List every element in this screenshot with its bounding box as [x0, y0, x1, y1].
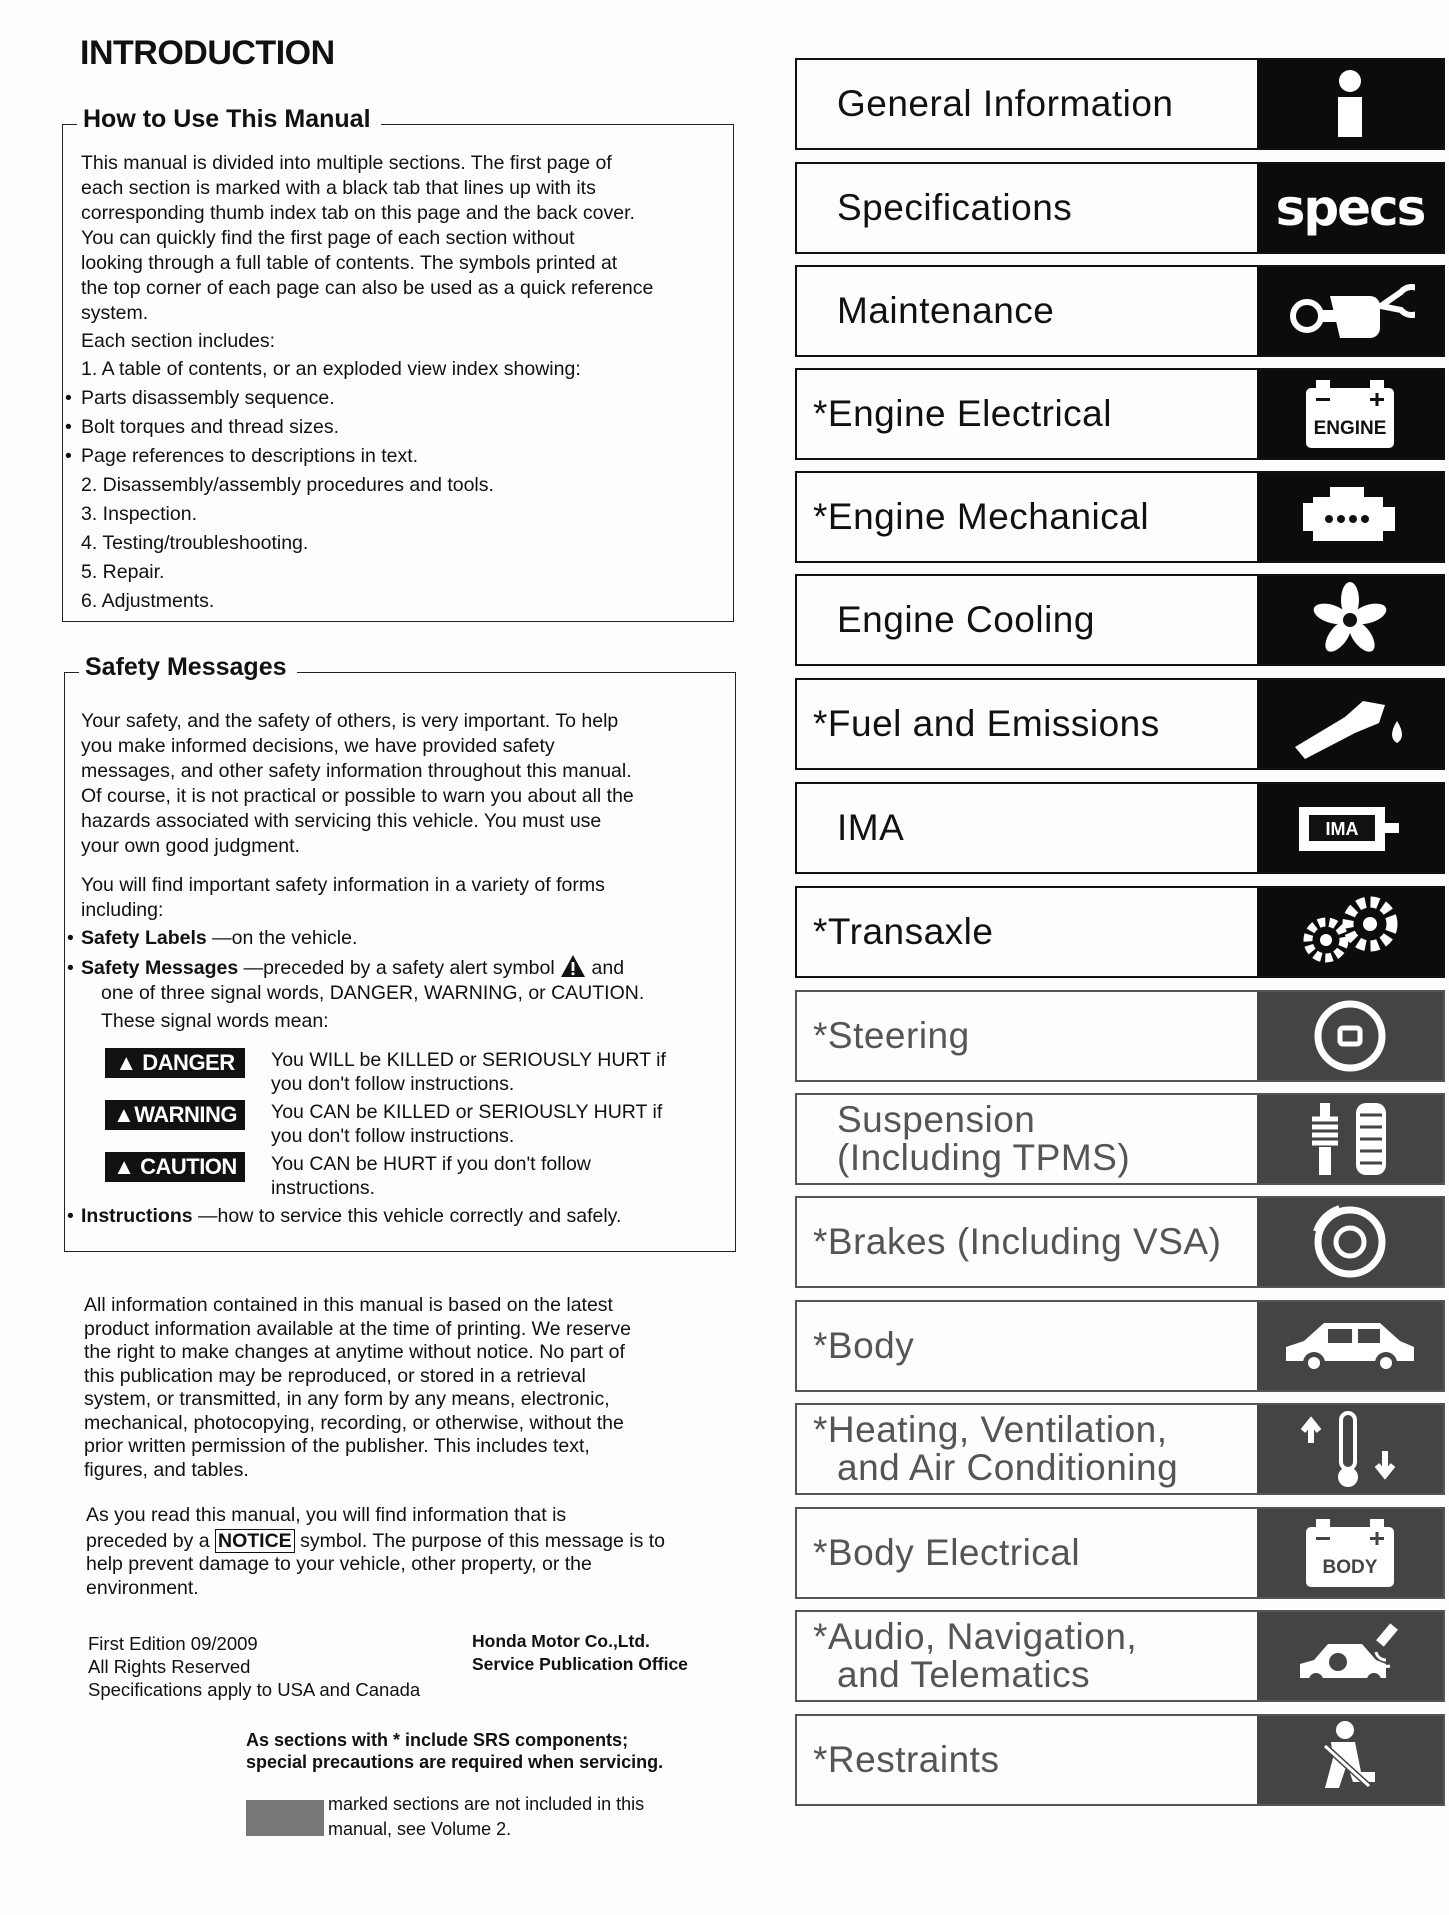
car-body-icon: [1257, 1302, 1443, 1390]
safety-messages-box: [64, 653, 736, 1252]
safety-line: you make informed decisions, we have provided safety: [81, 735, 555, 757]
safety-line: Your safety, and the safety of others, is very important. To help: [81, 710, 619, 732]
brake-disc-icon: [1257, 1198, 1443, 1286]
tab-ima[interactable]: [795, 782, 1445, 874]
safety-line: Of course, it is not practical or possible to warn you about all the: [81, 785, 634, 807]
tab-label: *Body Electrical: [813, 1532, 1081, 1573]
safety-line: including:: [81, 899, 164, 921]
tab-label: Maintenance: [837, 290, 1055, 331]
edition-info: First Edition 09/2009 All Rights Reserved Specifications apply to USA and Canada: [88, 1633, 421, 1700]
caution-badge: ▲ CAUTION: [105, 1152, 245, 1182]
volume-note: marked sections are not included in this manual, see Volume 2.: [328, 1794, 645, 1839]
svg-text:IMA: IMA: [1325, 819, 1359, 839]
tab-label: *Transaxle: [813, 911, 994, 952]
intro-line: the top corner of each page can also be used as a quick reference: [81, 277, 654, 299]
how-to-use-box: [62, 105, 734, 622]
warning-badge: ▲WARNING: [105, 1100, 245, 1130]
grey-swatch: [246, 1800, 324, 1836]
signal-text: You WILL be KILLED or SERIOUSLY HURT if: [271, 1049, 666, 1071]
safety-line: You will find important safety information in a variety of forms: [81, 874, 605, 896]
tab-suspension[interactable]: [795, 1093, 1445, 1185]
how-to-use-title: How to Use This Manual: [77, 105, 381, 134]
signal-text: you don't follow instructions.: [271, 1125, 515, 1147]
svg-text:ENGINE: ENGINE: [1313, 418, 1387, 439]
list-item: • Page references to descriptions in text.: [81, 444, 723, 469]
danger-badge: ▲ DANGER: [105, 1048, 245, 1078]
tab-general-information[interactable]: [795, 58, 1445, 150]
info-icon: [1257, 60, 1443, 148]
tab-body[interactable]: [795, 1300, 1445, 1392]
list-item: 2. Disassembly/assembly procedures and tools.: [81, 474, 494, 496]
page-title: INTRODUCTION: [80, 34, 335, 72]
list-item: 1. A table of contents, or an exploded view index showing:: [81, 358, 581, 380]
tab-fuel-and-emissions[interactable]: [795, 678, 1445, 770]
intro-line: each section is marked with a black tab that lines up with its: [81, 177, 596, 199]
tab-label: *Fuel and Emissions: [813, 703, 1160, 744]
safety-line: your own good judgment.: [81, 835, 300, 857]
safety-line: These signal words mean:: [101, 1010, 329, 1032]
tab-label: Specifications: [837, 187, 1073, 228]
thermometer-icon: [1257, 1405, 1443, 1493]
alert-icon: ▲: [113, 1154, 135, 1179]
fan-icon: [1257, 576, 1443, 664]
tab-label: *Body: [813, 1325, 915, 1366]
gears-icon: [1257, 888, 1443, 976]
list-item: 5. Repair.: [81, 561, 165, 583]
safety-line: messages, and other safety information throughout this manual.: [81, 760, 632, 782]
signal-text: You CAN be KILLED or SERIOUSLY HURT if: [271, 1101, 663, 1123]
tab-maintenance[interactable]: [795, 265, 1445, 357]
specs-icon: specs: [1257, 164, 1443, 252]
tab-engine-mechanical[interactable]: [795, 471, 1445, 563]
notice-paragraph: As you read this manual, you will find information that is preceded by a NOTICE symbol. The purpose of this message is to help prevent damage to your vehicle, other property, or the environment.: [86, 1504, 666, 1599]
satellite-car-icon: [1257, 1612, 1443, 1700]
intro-line: system.: [81, 302, 149, 324]
tab-specifications[interactable]: [795, 162, 1445, 254]
fuel-nozzle-icon: [1257, 680, 1443, 768]
intro-line: corresponding thumb index tab on this page and the back cover.: [81, 202, 635, 224]
list-item: 4. Testing/troubleshooting.: [81, 532, 309, 554]
tab-brakes[interactable]: [795, 1196, 1445, 1288]
tab-label: General Information: [837, 83, 1174, 124]
tab-label: *Audio, Navigation, and Telematics: [813, 1616, 1138, 1695]
engine-icon: [1257, 473, 1443, 561]
signal-text: instructions.: [271, 1177, 376, 1199]
tab-engine-electrical[interactable]: [795, 368, 1445, 460]
list-item: • Bolt torques and thread sizes.: [81, 415, 723, 440]
steering-wheel-icon: [1257, 992, 1443, 1080]
tab-label: *Steering: [813, 1015, 970, 1056]
publisher-info: Honda Motor Co.,Ltd. Service Publication Office: [472, 1631, 688, 1674]
battery-icon: [1257, 370, 1443, 458]
safety-bullet: • Safety Labels —on the vehicle.: [81, 926, 727, 951]
svg-text:BODY: BODY: [1322, 1557, 1378, 1578]
danger-row: [81, 1048, 727, 1096]
list-item: 3. Inspection.: [81, 503, 197, 525]
list-item: 6. Adjustments.: [81, 590, 215, 612]
safety-bullet: • Instructions —how to service this vehicle correctly and safely.: [81, 1204, 727, 1229]
safety-messages-title: Safety Messages: [79, 653, 297, 682]
safety-line: hazards associated with servicing this vehicle. You must use: [81, 810, 602, 832]
alert-icon: ▲: [115, 1050, 137, 1075]
safety-bullet: • Safety Messages —preceded by a safety alert symbol and: [81, 954, 727, 981]
tab-label: *Heating, Ventilation, and Air Conditioning: [813, 1409, 1179, 1488]
wrench-hand-icon: [1257, 267, 1443, 355]
tab-label: *Engine Mechanical: [813, 496, 1150, 537]
seatbelt-icon: [1257, 1716, 1443, 1804]
warning-row: [81, 1100, 727, 1148]
ima-motor-icon: [1257, 784, 1443, 872]
each-section-label: Each section includes:: [81, 330, 276, 352]
tab-engine-cooling[interactable]: [795, 574, 1445, 666]
tab-body-electrical[interactable]: [795, 1507, 1445, 1599]
tab-label: Engine Cooling: [837, 599, 1095, 640]
battery-icon: [1257, 1509, 1443, 1597]
tab-audio-navigation-telematics[interactable]: [795, 1610, 1445, 1702]
safety-alert-icon: [560, 954, 586, 978]
shock-absorber-icon: [1257, 1095, 1443, 1183]
tab-label: *Engine Electrical: [813, 393, 1112, 434]
intro-line: looking through a full table of contents. The symbols printed at: [81, 252, 618, 274]
alert-icon: ▲: [112, 1102, 135, 1127]
legal-paragraph: All information contained in this manual is based on the latest product information available at the time of printing. We reserve the right to make changes at anytime without notice. No part of this publication may be reproduced, or stored in a retrieval system, or transmitted, in any form by any means, electronic, mechanical, photocopying, recording, or otherwise, without the prior written permission of the publisher. This includes text, figures, and tables.: [84, 1294, 631, 1481]
caution-row: [81, 1152, 727, 1200]
signal-text: You CAN be HURT if you don't follow: [271, 1153, 591, 1175]
intro-line: You can quickly find the first page of each section without: [81, 227, 575, 249]
tab-heating-ventilation-ac[interactable]: [795, 1403, 1445, 1495]
tab-steering[interactable]: [795, 990, 1445, 1082]
intro-line: This manual is divided into multiple sections. The first page of: [81, 152, 612, 174]
tab-label: *Restraints: [813, 1739, 1000, 1780]
safety-line: one of three signal words, DANGER, WARNING, or CAUTION.: [101, 982, 645, 1004]
tab-transaxle[interactable]: [795, 886, 1445, 978]
tab-label: *Brakes (Including VSA): [813, 1221, 1222, 1262]
signal-text: you don't follow instructions.: [271, 1073, 515, 1095]
list-item: • Parts disassembly sequence.: [81, 386, 723, 411]
srs-note: As sections with * include SRS components; special precautions are required when servicing.: [246, 1730, 664, 1772]
notice-symbol: NOTICE: [215, 1529, 295, 1553]
tab-restraints[interactable]: [795, 1714, 1445, 1806]
tab-label: IMA: [837, 807, 905, 848]
tab-label: Suspension (Including TPMS): [837, 1099, 1131, 1178]
